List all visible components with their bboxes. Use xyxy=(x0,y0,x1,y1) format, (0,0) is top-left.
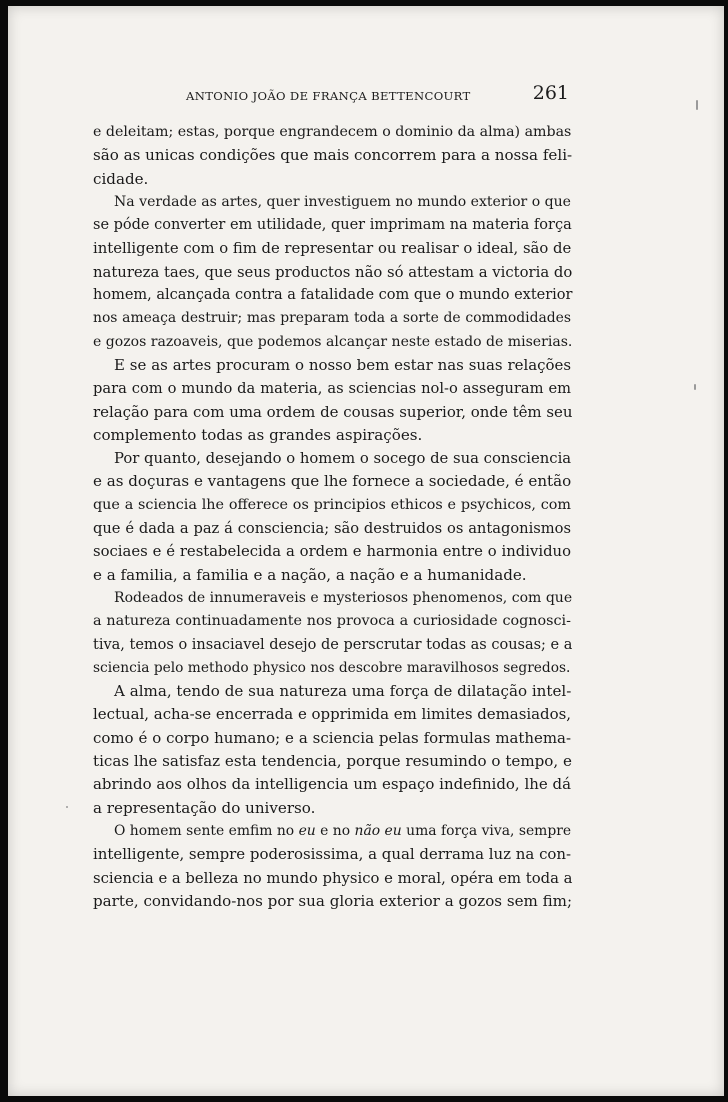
text-line: e deleitam; estas, porque engrandecem o dominio da alma) ambas xyxy=(93,124,572,140)
text-fragment: O homem sente emfim no xyxy=(114,822,299,839)
text-line: nos ameaça destruir; mas preparam toda a sorte de commodidades xyxy=(93,310,571,327)
text-line: e a familia, a familia e a nação, a nação e a humanidade. xyxy=(93,565,527,584)
text-line: intelligente com o fim de representar ou realisar o ideal, são de xyxy=(93,240,572,258)
text-fragment: uma força viva, sempre xyxy=(401,822,572,839)
text-line: abrindo aos olhos da intelligencia um espaço indefinido, lhe dá xyxy=(93,775,571,794)
paragraph xyxy=(93,680,571,820)
italic-term: não eu xyxy=(354,822,402,839)
text-line: e as doçuras e vantagens que lhe fornece a sociedade, é então xyxy=(93,472,572,491)
text-line: que é dada a paz á consciencia; são destruidos os antagonismos xyxy=(93,520,571,538)
text-line: a representação do universo. xyxy=(93,798,316,817)
text-line: ticas lhe satisfaz esta tendencia, porque resumindo o tempo, e xyxy=(93,752,572,771)
paragraph xyxy=(93,447,571,587)
text-line: sciencia pelo methodo physico nos descobre maravilhosos segredos. xyxy=(93,659,571,676)
text-line: para com o mundo da materia, as sciencias nol-o asseguram em xyxy=(93,380,571,398)
text-line: complemento todas as grandes aspirações. xyxy=(93,425,423,444)
text-line: são as unicas condições que mais concorrem para a nossa feli- xyxy=(93,146,573,165)
running-head xyxy=(93,84,571,116)
text-line: parte, convidando-nos por sua gloria exterior a gozos sem fim; xyxy=(93,891,573,910)
text-line: a natureza continuadamente nos provoca a curiosidade cognosci- xyxy=(93,613,571,630)
italic-term: eu xyxy=(298,822,316,839)
paragraph xyxy=(93,121,571,191)
text-line: sociaes e é restabelecida a ordem e harmonia entre o individuo xyxy=(93,543,571,561)
text-line: E se as artes procuram o nosso bem estar nas suas relações xyxy=(114,355,571,374)
text-line: Por quanto, desejando o homem o socego de sua consciencia xyxy=(114,450,572,468)
text-line: que a sciencia lhe offerece os principios ethicos e psychicos, com xyxy=(93,496,571,513)
text-line: cidade. xyxy=(93,169,149,188)
paper-speck xyxy=(694,384,696,390)
paper-speck xyxy=(696,100,698,110)
text-line: homem, alcançada contra a fatalidade com que o mundo exterior xyxy=(93,287,573,304)
text-line: intelligente, sempre poderosissima, a qual derrama luz na con- xyxy=(93,845,572,864)
text-line xyxy=(93,820,571,843)
paragraph xyxy=(93,820,571,913)
text-line: natureza taes, que seus productos não só attestam a victoria do xyxy=(93,263,573,281)
text-line: Rodeados de innumeraveis e mysteriosos phenomenos, com que xyxy=(114,589,573,606)
text-line: tiva, temos o insaciavel desejo de perscrutar todas as cousas; e a xyxy=(93,636,573,653)
text-line: relação para com uma ordem de cousas superior, onde têm seu xyxy=(93,402,573,421)
text-fragment: e no xyxy=(315,822,355,839)
text-line: Na verdade as artes, quer investiguem no mundo exterior o que xyxy=(114,193,571,210)
paragraph xyxy=(93,354,571,447)
text-line: e gozos razoaveis, que podemos alcançar neste estado de miserias. xyxy=(93,333,573,350)
text-line: sciencia e a belleza no mundo physico e moral, opéra em toda a xyxy=(93,869,573,887)
text-line: como é o corpo humano; e a sciencia pelas formulas mathema- xyxy=(93,728,571,747)
paper-speck xyxy=(66,806,68,808)
paragraph xyxy=(93,587,571,680)
text-line: lectual, acha-se encerrada e opprimida em limites demasiados, xyxy=(93,705,572,724)
text-line: se póde converter em utilidade, quer imprimam na materia força xyxy=(93,217,572,234)
body-text xyxy=(93,121,571,913)
running-title: ANTONIO JOÃO DE FRANÇA BETTENCOURT xyxy=(186,89,471,103)
text-line: A alma, tendo de sua natureza uma força de dilatação intel- xyxy=(114,682,572,701)
page-number: 261 xyxy=(532,82,569,104)
paragraph xyxy=(93,191,571,354)
